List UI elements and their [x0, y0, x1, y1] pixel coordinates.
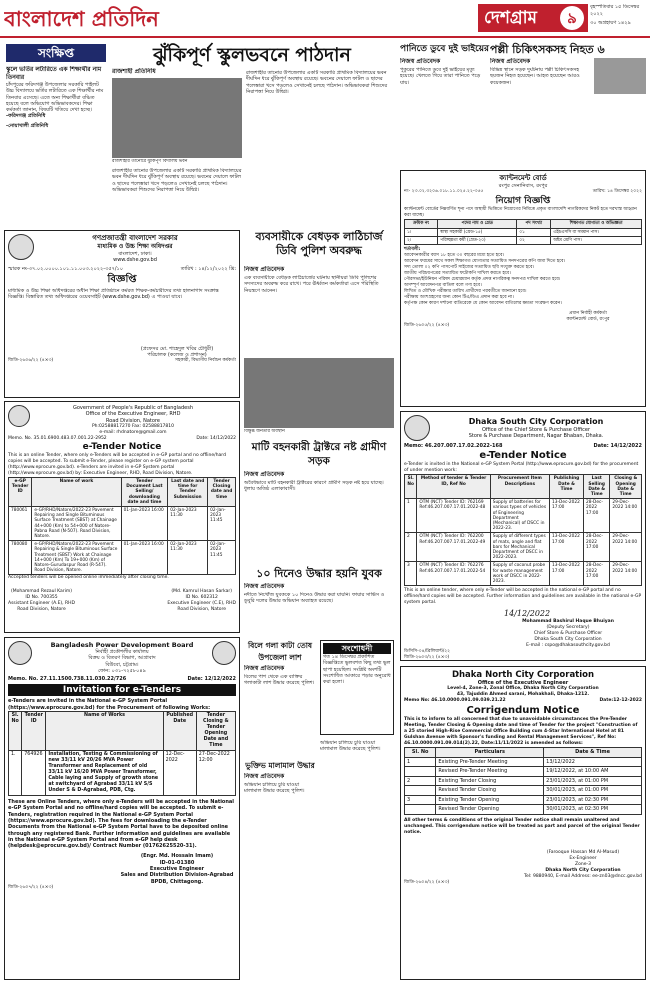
cantonment-signer-org: ক্যান্টনমেন্ট বোর্ড, রংপুর — [566, 316, 610, 322]
table-cell: 3 — [405, 562, 417, 586]
table-cell: 29-Dec-2022 14:00 — [610, 533, 642, 562]
dncc-signer: (Farooque Hassan Md Al-Masud) — [546, 849, 620, 855]
table-row — [405, 786, 642, 796]
bpdb-signer-org: BPDB, Chittagong. — [150, 878, 204, 885]
rhd-signer1: (Mohammad Rezaul Karim) — [11, 589, 73, 595]
dshe-website: www.dshe.gov.bd — [113, 257, 157, 264]
bpdb-org: Bangladesh Power Development Board — [50, 641, 194, 649]
rhd-emblem — [8, 405, 30, 427]
table-cell: 02-Jan-2023 11:45 — [208, 541, 236, 575]
story-4-caption: বিক্ষুব্ধ জনতার অবস্থান — [244, 429, 285, 434]
table-cell: 01-Jan-2023 16:00 — [121, 541, 168, 575]
story-7-dateline: নিজস্ব প্রতিবেদক — [244, 665, 285, 672]
rhd-tender-table — [8, 477, 236, 575]
story-6-headline: ১০ দিনেও উদ্ধার হয়নি যুবক — [256, 567, 382, 580]
story-4-headline: ব্যবসায়ীকে বেধড়ক লাঠিচার্জ ডিবি পুলিশ অবরুদ্ধ — [255, 230, 383, 257]
dscc-signer-org: Dhaka South City Corporation — [534, 637, 602, 643]
table-cell: Revised Tender Opening — [436, 805, 544, 815]
bpdb-signer: (Engr. Md. Hossain Imam) — [140, 853, 214, 860]
bpdb-col-sl: Sl. No — [9, 712, 22, 751]
table-cell: Supply of coconut probe for waste management work of DSCC in 2022-2023. — [490, 562, 549, 586]
dncc-date: Date:12-12-2022 — [599, 698, 642, 704]
dscc-email: E-mail : cspo@dhakasouthcity.gov.bd — [526, 643, 610, 649]
rhd-signer2-title: Executive Engineer (C.E), RHD — [167, 601, 236, 607]
story-1-headline: ঝুঁকিপূর্ণ স্কুলভবনে পাঠদান — [153, 44, 351, 66]
dncc-title: Corrigendum Notice — [466, 705, 580, 717]
table-cell: Revised Pre-Tender Meeting — [436, 767, 544, 777]
table-row — [405, 236, 642, 244]
story-1-caption: রাজশাহীর তানোরে ঝুঁকিপূর্ণ বিদ্যালয় ভবন — [112, 159, 188, 164]
rhd-col-selling: Tender Document Last Selling/ downloading date and time — [121, 477, 168, 506]
dscc-signature: 14/12/2022 — [504, 609, 551, 619]
table-cell: Supply of different types of mats, angle and flat bars for Mechanical Department of DSCC in 2022-2023. — [490, 533, 549, 562]
cantonment-condition: আবেদনকারীর বয়স ১৮ হতে ৩০ বছরের মধ্যে হতে হবে। — [404, 252, 505, 258]
brief-item-byline: -ফরিদগঞ্জ প্রতিনিধি — [6, 113, 46, 120]
bpdb-intro: e-Tenders are invited in the National e-GP System Portal (https://www.eprocure.gov.bd) for the Procurement of following Works: — [8, 698, 211, 711]
story-2-dateline: নিজস্ব প্রতিবেদক — [400, 58, 441, 65]
bpdb-signer-title: Executive Engineer — [149, 866, 205, 873]
dscc-date: Date: 14/12/2022 — [593, 443, 642, 449]
correction-body: গত ১৪ ডিসেম্বর প্রকাশিত বিজ্ঞপ্তিতে ভুলবশত কিছু তথ্য ভুল ছাপা হয়েছিল। সংশ্লিষ্ট অংশটি সংশোধিত আকারে পড়ার অনুরোধ করা হলো। — [323, 654, 391, 686]
dscc-col-method: Method of tender & Tender ID, Ref No — [417, 475, 490, 499]
dncc-col-particulars: Particulars — [436, 748, 544, 758]
cantonment-intro: ক্যান্টনমেন্ট বোর্ডের নিম্নবর্ণিত শূন্য পদে অস্থায়ী ভিত্তিতে নিয়োগের নিমিত্তে প্রকৃত বাংলাদেশি নাগরিকদের নিকট হতে দরখাস্ত আহ্বান করা যাচ্ছে। — [404, 207, 637, 219]
story-1-body-continued: রাজশাহীর তানোর উপজেলার একটি সরকারি প্রাথমিক বিদ্যালয়ের ভবন দীর্ঘদিন ধরে ঝুঁকিপূর্ণ অবস্থায় রয়েছে। ভবনের দেয়ালে ফাটল ও ছাদের পলেস্তারা খসে পড়লেও সেখানেই চলছে পাঠদান। অভিভাবকরা শিশুদের নিরাপত্তা নিয়ে উদ্বিগ্ন। — [246, 70, 388, 95]
table-cell: 23/01/2023, at 01:00 PM — [544, 776, 642, 786]
table-cell: 28-Dec-2022 17:00 — [584, 562, 610, 586]
table-cell: ১। — [405, 228, 438, 236]
table-cell: পরিচ্ছন্নতা কর্মী (গ্রেড-২০) — [438, 236, 517, 244]
rhd-signer2-id: ID No. 602312 — [185, 595, 218, 601]
rhd-contact: Ph:02588817270 Fax: 02588817810 — [91, 423, 175, 429]
table-row — [405, 228, 642, 236]
dncc-address2: 43, Tajuddin Ahmed sarani, Mohakhali, Dhaka-1212. — [456, 692, 590, 698]
dscc-footer: জিডি-২৬০৩/২২ (৪×৩) — [404, 655, 450, 661]
cantonment-date: তারিখ: ১৪ ডিসেম্বর ২০২২ — [592, 189, 642, 195]
story-3-dateline: নিজস্ব প্রতিবেদক — [490, 58, 531, 65]
story-3-body: বিভিন্ন স্থানে সড়ক দুর্ঘটনায় পল্লী চিকিৎসকসহ ছয়জন নিহত হয়েছেন। আহত হয়েছেন আরও কয়েকজন। — [490, 67, 580, 86]
rhd-col-closing: Tender Closing date and time — [208, 477, 236, 506]
bpdb-date: Date: 12/12/2022 — [187, 676, 236, 683]
bpdb-office: নির্বাহী প্রকৌশলীর কার্যালয় — [95, 649, 149, 655]
dshe-body: মাধ্যমিক ও উচ্চ শিক্ষা অধিদপ্তরের অধীন শিক্ষা প্রতিষ্ঠানে কর্মরত শিক্ষক-কর্মচারীদের তথ্য হালনাগাদ সংক্রান্ত বিজ্ঞপ্তি। বিস্তারিত তথ্য অধিদপ্তরের ওয়েবসাইট (www.dshe.gov.bd) এ পাওয়া যাবে। — [8, 287, 219, 301]
bpdb-signer-division: Sales and Distribution Division-Agrabad — [120, 872, 234, 879]
rhd-signer1-title: Assistant Engineer (A.E), RHD — [8, 601, 76, 607]
table-cell: 30/01/2023, at 02:30 PM — [544, 805, 642, 815]
table-cell: 12-Dec-2022 — [163, 751, 196, 796]
rhd-email: e-mail: rhdnatore@gmail.com — [99, 429, 167, 435]
table-cell: 30/01/2023, at 01:00 PM — [544, 786, 642, 796]
bpdb-city: বিউবো, চট্টগ্রাম। — [105, 661, 139, 668]
table-cell: 13-Dec-2022 17:00 — [550, 499, 584, 533]
dshe-signer: (প্রফেসর মো. শাহেদুল খবির চৌধুরী) — [140, 345, 214, 352]
cantonment-condition: আবেদন ফরমের সাথে সকল শিক্ষাগত যোগ্যতার সত্যায়িত সনদপত্রের কপি জমা দিতে হবে। — [404, 258, 566, 264]
table-cell: 01-Jan-2023 16:00 — [121, 506, 168, 540]
dshe-address: বাংলাদেশ, ঢাকা। — [118, 251, 152, 257]
table-cell: 13-Dec-2022 17:00 — [550, 562, 584, 586]
bpdb-memo: Memo. No. 27.11.1500.738.11.030.22/726 — [8, 676, 127, 683]
dshe-footer-code: জিডি-২৬০৬/২২ (৪×৩) — [8, 358, 54, 364]
government-emblem — [8, 234, 34, 260]
table-cell: 27-Dec-2022 12:00 — [196, 751, 235, 796]
rhd-signer1-division: Road Division, Natore — [17, 607, 66, 613]
story-1-dateline: রাজশাহী প্রতিনিধি — [112, 68, 156, 75]
table-cell — [405, 767, 436, 777]
story-8-body: অভিযান চালিয়ে চুরি যাওয়া মালামাল উদ্ধার করেছে পুলিশ। — [244, 782, 305, 795]
brief-section-label: সংক্ষিপ্ত — [6, 44, 106, 62]
table-cell: Existing Tender Closing — [436, 776, 544, 786]
table-cell: ২। — [405, 236, 438, 244]
bpdb-signer-id: ID-01-01380 — [159, 859, 195, 866]
dncc-memo: Memo No: 46.10.0000.091.09.039.21.22 — [404, 698, 506, 704]
dshe-footer-note: সহকারী, বিভাগীয় নির্বাচন কর্মকর্তা — [175, 358, 236, 364]
table-cell: e-GP/RHD/Natore/2022-23 Pavement Repairing and Single Bituminous Surface Treatment (SBST) at Chainage 44+000 (Km) to 54+000 of Natore-Pabna Road (N-507). Road Division, Natore. — [32, 506, 121, 540]
cantonment-col-post: পদের নাম ও গ্রেড — [438, 220, 517, 228]
rhd-closing-note: Accepted tenders will be opened online immediately after closing time. — [8, 575, 169, 581]
dncc-intro: This is to inform to all concerned that due to unavoidable circumstances the Pre-Tender Meeting, Tender Closing & Opening date and time of Tender for the project "Construction of a 25 storied High-Rise Commercial Office Building cum 4-Star International Hotel at 81 Gulshan Avenue with Sponsor's funding and Rental Management Services", Ref No: 46.10.0000.091.09.014(2).22, Date:11/11/2022 is amended as follows: — [404, 717, 638, 747]
table-row — [405, 795, 642, 805]
table-cell: OTM (NCT) Tender ID: 762276 Ref:46.207.007.17.01.2022-54 — [417, 562, 490, 586]
table-cell: 2 — [405, 533, 417, 562]
dscc-footer-pr: ডিসিসি-০৪/ব্রিলিয়ান্ট/২২ — [404, 649, 451, 655]
story-4-body: এক ব্যবসায়ীকে বেধড়ক লাঠিচার্জের ঘটনায় স্থানীয়রা ডিবি পুলিশের সদস্যদের অবরুদ্ধ করে রাখে। পরে ঊর্ধ্বতন কর্মকর্তারা এসে পরিস্থিতি নিয়ন্ত্রণে আনেন। — [244, 275, 379, 294]
dshe-signer-title: পরিচালক (কলেজ ও প্রশাসন) — [147, 352, 207, 359]
cantonment-condition: জাতীয় পরিচয়পত্রের সত্যায়িত ফটোকপি দাখিল করতে হবে। — [404, 270, 511, 276]
page-number: ৯ — [560, 6, 584, 30]
story-3-photo — [594, 58, 646, 94]
rhd-title: e-Tender Notice — [82, 441, 162, 452]
table-cell: 19/12/2022, at 10:00 AM — [544, 767, 642, 777]
table-row — [405, 533, 642, 562]
dscc-title: e-Tender Notice — [479, 450, 567, 462]
table-cell: 23/01/2023, at 02:30 PM — [544, 795, 642, 805]
brief-item-title: স্কুলে ভর্তির লটারিতে এক শিক্ষার্থীর নাম তিনবার — [6, 66, 102, 81]
dscc-signer-title2: Chief Store & Purchase Officer — [533, 631, 603, 637]
rhd-signer2-division: Road Division, Natore — [177, 607, 226, 613]
table-cell: স্বাস্থ্য সহকারী (গ্রেড-১৫) — [438, 228, 517, 236]
date-english: বৃহস্পতিবার ১৫ ডিসেম্বর ২০২২ — [590, 4, 640, 17]
dncc-org: Dhaka North City Corporation — [451, 670, 595, 680]
dscc-memo: Memo: 46.207.007.17.02.2022-168 — [404, 443, 503, 449]
table-cell: 02-Jan-2023 11:30 — [168, 506, 208, 540]
rhd-intro: This is an online Tender, where only e-Tenders will be accepted in e-GP portal and no offline/hard copies will be accepted. To submit e-Tender, please register on e-GP system portal (http://www.eprocure.gov.bd). e-Tenders are invited in e-GP System portal (http://www.eprocure.gov.bd) by: Executive Engineer, RHD, Road Division, Natore. — [8, 452, 226, 476]
dscc-logo — [404, 415, 430, 441]
table-cell: অষ্টম শ্রেণি পাস। — [551, 236, 642, 244]
story-4-dateline: নিজস্ব প্রতিবেদক — [244, 266, 285, 273]
dscc-intro: e-Tender is invited in the National e-GP System Portal (http://www.eprocure.gov.bd) for the procurement of under mention work: — [404, 462, 639, 474]
bpdb-tender-table — [8, 711, 236, 796]
bpdb-footer: জিডি-২৬০৭/২২ (৪×৩) — [8, 884, 54, 890]
rhd-office: Office of the Executive Engineer, RHD — [85, 411, 181, 418]
dncc-signer-org: Dhaka North City Corporation — [545, 867, 621, 873]
cantonment-condition: পরীক্ষায় অংশগ্রহণের জন্য কোন টিএ/ডিএ প্রদান করা হবে না। — [404, 294, 514, 300]
section-label: দেশগ্রাম — [484, 8, 537, 28]
dshe-memo: স্মারক নং-৩৭.০২.০০০০.১০১.১১.০০৩.২০২২-৩৫৭/১০ — [8, 265, 124, 272]
cantonment-condition: সদ্য তোলা ০২ কপি পাসপোর্ট সাইজের সত্যায়িত ছবি সংযুক্ত করতে হবে। — [404, 264, 535, 270]
dscc-notice — [400, 411, 646, 661]
table-cell: 28-Dec-2022 17:00 — [584, 533, 610, 562]
cantonment-condition: অসম্পূর্ণ আবেদনপত্র বাতিল বলে গণ্য হবে। — [404, 282, 482, 288]
dscc-col-sl: Sl. No — [405, 475, 417, 499]
table-cell: ০১ — [517, 228, 551, 236]
story-6-body: নদীতে নিখোঁজ যুবককে ১০ দিনেও উদ্ধার করা যায়নি। ফায়ার সার্ভিস ও ডুবুরি দলের উদ্ধার অভিযান অব্যাহত রয়েছে। — [244, 592, 385, 605]
dscc-signer-title: (Deputy Secretary) — [546, 625, 590, 631]
dscc-signer: Mohammad Bashirul Haque Bhuiyan — [522, 619, 614, 625]
cantonment-col-qualification: শিক্ষাগত যোগ্যতা ও অভিজ্ঞতা — [551, 220, 642, 228]
dncc-note: All other terms & conditions of the original Tender notice shall remain unaltered and unchanged. This corrigendum notice will be treated as part and parcel of the original Tender notice. — [404, 817, 640, 835]
table-cell: Installation, Testing & Commissioning of new 33/11 kV 20/26 MVA Power Transformer and Replacement of old 33/11 kV 16/20 MVA Power Transformer, Cable laying and Supply of growth stone at switchyard of Agrabad 33/11 kV S/S Under S & D-Agrabad, PDB, Ctg. — [46, 751, 163, 796]
table-cell: 780080 — [9, 541, 32, 575]
rhd-date: Date: 14/12/2022 — [196, 435, 236, 441]
bpdb-col-id: Tender ID — [22, 712, 46, 751]
story-2-body: পুকুরের পানিতে ডুবে দুই ভাইয়ের মৃত্যু হয়েছে। খেলতে গিয়ে তারা পানিতে পড়ে যায়। — [400, 67, 481, 86]
story-4-photo — [244, 358, 394, 428]
table-cell: 764926 — [22, 751, 46, 796]
story-5-headline: মাটি বহনকারী ট্রাক্টরে নষ্ট গ্রামীণ সড়ক — [251, 441, 387, 467]
story-7-headline: বিলে গলা কাটা তোষ উপজেলা লাশ — [247, 641, 313, 662]
table-cell: 29-Dec-2022 14:00 — [610, 499, 642, 533]
story-5-dateline: নিজস্ব প্রতিবেদক — [244, 471, 285, 478]
table-cell: 1 — [405, 757, 436, 767]
section-name — [478, 4, 588, 32]
rhd-memo: Memo. No. 35.01.6900.483.07.001.22-2952 — [8, 435, 107, 441]
dshe-title: বিজ্ঞপ্তি — [107, 273, 137, 285]
table-row — [405, 805, 642, 815]
dshe-notice — [4, 230, 240, 398]
dscc-tender-table — [404, 474, 642, 586]
story-6-dateline: নিজস্ব প্রতিবেদক — [244, 583, 285, 590]
story-8-dateline: নিজস্ব প্রতিবেদক — [244, 773, 285, 780]
table-cell: 13/12/2022 — [544, 757, 642, 767]
dncc-col-datetime: Date & Time — [544, 748, 642, 758]
table-row — [405, 757, 642, 767]
dncc-footer: জিডি-২৬০৪/২২ (৪×৩) — [404, 879, 450, 885]
cantonment-address: রংপুর সেনানিবাস, রংপুর — [498, 183, 548, 189]
table-cell: e-GP/RHD/Natore/2022-23 Pavement Repairing & Single Bituminous Surface Treatment (SBST) Work at Chainage 14+000 (Km) To 19+000 (Km) of Natore-Gurudaspur Road (R-547). Road Division, Natore. — [32, 541, 121, 575]
dscc-col-closing: Closing & Opening Date & Time — [610, 475, 642, 499]
newspaper-logo: বাংলাদেশ প্রতিদিন — [4, 6, 159, 31]
bpdb-logo — [8, 641, 32, 665]
table-cell: 780061 — [9, 506, 32, 540]
cantonment-notice — [400, 170, 646, 407]
date-bangla: ৩০ অগ্রহায়ণ ১৪২৯ — [590, 20, 631, 26]
table-cell: 1. — [9, 751, 22, 796]
cantonment-memo: নং- ২৩.০২.৩২০৬.০১৮.১১.০২৫.২২-৩৫৫ — [404, 189, 484, 195]
table-row — [405, 767, 642, 777]
rhd-col-submission: Last date and time for Tender Submission — [168, 477, 208, 506]
dncc-office: Office of the Executive Engineer — [477, 680, 569, 686]
cantonment-signer-title: প্রধান নির্বাহী কর্মকর্তা — [569, 310, 607, 316]
dscc-note: This is an online tender, where only e-Tender will be accepted in the national e-GP portal and no offline/hard copies will be accepted. Further information and guidelines are available in the national e-GP system portal. — [404, 588, 642, 606]
correction-title: সংশোধনী — [323, 643, 391, 654]
table-cell: 3 — [405, 795, 436, 805]
rhd-col-id: e-GP Tender ID — [9, 477, 32, 506]
story-1-photo — [112, 78, 242, 158]
bpdb-notice — [4, 637, 240, 980]
rhd-col-work: Name of work — [32, 477, 121, 506]
table-row — [9, 506, 236, 540]
correction-notice — [320, 640, 394, 735]
dncc-schedule-table — [404, 747, 642, 815]
story-8-headline: ভুক্তিভ মালামাল উদ্ধার — [245, 761, 315, 770]
dncc-address: Level-4, Zone-3, Zonal Office, Dhaka North City Corporation — [447, 686, 599, 692]
table-row — [405, 776, 642, 786]
bpdb-col-work: Name of Works — [46, 712, 163, 751]
bpdb-col-published: Published Date — [163, 712, 196, 751]
story-7-body: বিলের পাশ থেকে এক ব্যক্তির গলাকাটা লাশ উদ্ধার করেছে পুলিশ। — [244, 674, 315, 687]
cantonment-post-table — [404, 219, 642, 245]
story-2-headline: পানিতে ডুবে দুই ভাইয়ের — [400, 44, 489, 54]
story-5-body: অবৈধভাবে মাটি বহনকারী ট্রাক্টরের কারণে গ্রামীণ সড়ক নষ্ট হয়ে যাচ্ছে। ধুলায় অতিষ্ঠ এলাকাবাসী। — [244, 480, 384, 493]
dscc-office: Office of the Chief Store & Purchase Officer — [481, 426, 591, 433]
bpdb-title: Invitation for e-Tenders — [8, 684, 236, 696]
cantonment-org: ক্যান্টনমেন্ট বোর্ড — [499, 174, 547, 182]
table-cell: Supply of batteries for various types of vehicles of Engineering Department (Mechanical) of DSCC in 2022-23. — [490, 499, 549, 533]
table-cell: Revised Tender Closing — [436, 786, 544, 796]
dscc-address: Store & Purchase Department, Nagar Bhaban, Dhaka. — [468, 433, 604, 439]
dscc-col-publishing: Publishing Date & Time — [550, 475, 584, 499]
mujib-year-logo — [212, 641, 236, 665]
dncc-signer-title: Ex-Engineer — [569, 855, 597, 861]
brief-item-byline-2: -নোয়াখালী প্রতিনিধি — [6, 122, 49, 129]
brief-column — [6, 66, 106, 226]
rhd-signer2: (Md. Kamrul Hasan Sarkar) — [171, 589, 233, 595]
bpdb-division: বিক্রয় ও বিতরণ বিভাগ, আগ্রাবাদ — [88, 655, 156, 662]
dncc-notice — [400, 666, 646, 980]
dscc-col-item: Procurement Item Descriptions — [490, 475, 549, 499]
table-row — [405, 499, 642, 533]
rhd-notice — [4, 401, 240, 633]
table-cell: OTM (NCT) Tender ID: 762169 Ref:46.207.007.17.01.2022-48 — [417, 499, 490, 533]
table-row — [405, 562, 642, 586]
table-cell: এইচএসসি বা সমমান পাস। — [551, 228, 642, 236]
dncc-col-sl: Sl. No — [405, 748, 436, 758]
cantonment-title: নিয়োগ বিজ্ঞপ্তি — [495, 196, 551, 207]
rhd-org: Government of People's Republic of Bangladesh — [72, 405, 194, 411]
story-8-body-continued: অভিযান চালিয়ে চুরি যাওয়া মালামাল উদ্ধার করেছে পুলিশ। — [320, 740, 381, 753]
dshe-date: তারিখ : ১৪/১২/২০২২ খ্রি: — [180, 265, 236, 272]
cantonment-footer: জিডি-২৬০৫/২২ (৪×৩) — [404, 322, 450, 328]
story-1-body: রাজশাহীর তানোর উপজেলার একটি সরকারি প্রাথমিক বিদ্যালয়ের ভবন দীর্ঘদিন ধরে ঝুঁকিপূর্ণ অবস্থায় রয়েছে। ভবনের দেয়ালে ফাটল ও ছাদের পলেস্তারা খসে পড়লেও সেখানেই চলছে পাঠদান। অভিভাবকরা শিশুদের নিরাপত্তা নিয়ে উদ্বিগ্ন। — [112, 168, 242, 193]
rhd-road: Road Division, Natore — [106, 417, 160, 424]
table-cell: Existing Pre-Tender Meeting — [436, 757, 544, 767]
table-cell: 02-Jan-2023 11:45 — [208, 506, 236, 540]
table-cell: 02-Jan-2023 11:30 — [168, 541, 208, 575]
story-3-headline: পল্লী চিকিৎসকসহ নিহত ৬ — [490, 43, 605, 56]
bpdb-col-closing: Tender Closing & Tender Opening Date and Time — [196, 712, 235, 751]
bpdb-body: These are Online Tenders, where only e-Tenders will be accepted in the National e-GP System Portal and no offline/hard copies will be accepted. To submit e-Tenders, registration required in the National e-GP System Portal (https://www.eprocure.gov.bd). The fees for downloading the e-Tender Documents from the National e-GP System Portal have to be deposited online through any registered Bank. Further information and guidelines are available in the National e-GP System Portal and from e-GP help desk (helpdesk@eprocure.gov.bd)/ Contract Number (01762625520-31). — [8, 799, 235, 850]
dncc-contact: Tel: 9880940, E-mail Address: ee-zn03@dncc.gov.bd — [524, 873, 643, 879]
dscc-org: Dhaka South City Corporation — [468, 416, 604, 426]
table-row — [9, 751, 236, 796]
cantonment-col-count: পদ সংখ্যা — [517, 220, 551, 228]
table-cell — [405, 805, 436, 815]
dscc-col-selling: Last Selling Date & Time — [584, 475, 610, 499]
table-row — [9, 541, 236, 575]
dshe-dept: মাধ্যমিক ও উচ্চ শিক্ষা অধিদপ্তর — [97, 243, 173, 250]
brief-item-body: চাঁদপুরের ফরিদগঞ্জ উপজেলার সরকারি পাইলট উচ্চ বিদ্যালয়ে ভর্তির লটারিতে এক শিক্ষার্থীর নাম তিনবার এসেছে। এতে অন্য শিক্ষার্থীরা বঞ্চিত হয়েছে বলে অভিযোগ অভিভাবকদের। শিক্ষা কর্মকর্তা জানান, বিষয়টি খতিয়ে দেখা হচ্ছে। — [6, 82, 104, 114]
table-cell: 29-Dec-2022 14:00 — [610, 562, 642, 586]
bpdb-phone: ফোন: ০৩১-৭২৫৮০৪৯ — [98, 667, 146, 674]
cantonment-condition: লিখিত ও মৌখিক পরীক্ষার তারিখ প্রার্থীদের পরবর্তীতে জানানো হবে। — [404, 288, 527, 294]
table-cell: 1 — [405, 499, 417, 533]
rhd-signer1-id: ID No. 700355 — [25, 595, 58, 601]
table-cell: Existing Tender Opening — [436, 795, 544, 805]
table-cell: 2 — [405, 776, 436, 786]
cantonment-condition: কর্তৃপক্ষ কোন কারণ দর্শানো ব্যতিরেকে যে কোন আবেদন বাতিলের ক্ষমতা সংরক্ষণ করেন। — [404, 300, 562, 306]
dshe-org: গণপ্রজাতন্ত্রী বাংলাদেশ সরকার — [92, 234, 178, 242]
table-cell — [405, 786, 436, 796]
table-cell: OTM (NCT) Tender ID: 762200 Ref:46.207.007.17.01.2022-49 — [417, 533, 490, 562]
cantonment-condition: পৌরসভা/ইউনিয়ন পরিষদ চেয়ারম্যান কর্তৃক প্রদত্ত নাগরিকত্ব সনদপত্র দাখিল করতে হবে। — [404, 276, 561, 282]
cantonment-conditions-title: শর্তাবলী: — [404, 246, 421, 252]
cantonment-col-sl: ক্রমিক নং — [405, 220, 438, 228]
table-cell: 28-Dec-2022 17:00 — [584, 499, 610, 533]
table-cell: ০২ — [517, 236, 551, 244]
dncc-signer-zone: Zone-3 — [575, 861, 591, 867]
table-cell: 13-Dec-2022 17:00 — [550, 533, 584, 562]
